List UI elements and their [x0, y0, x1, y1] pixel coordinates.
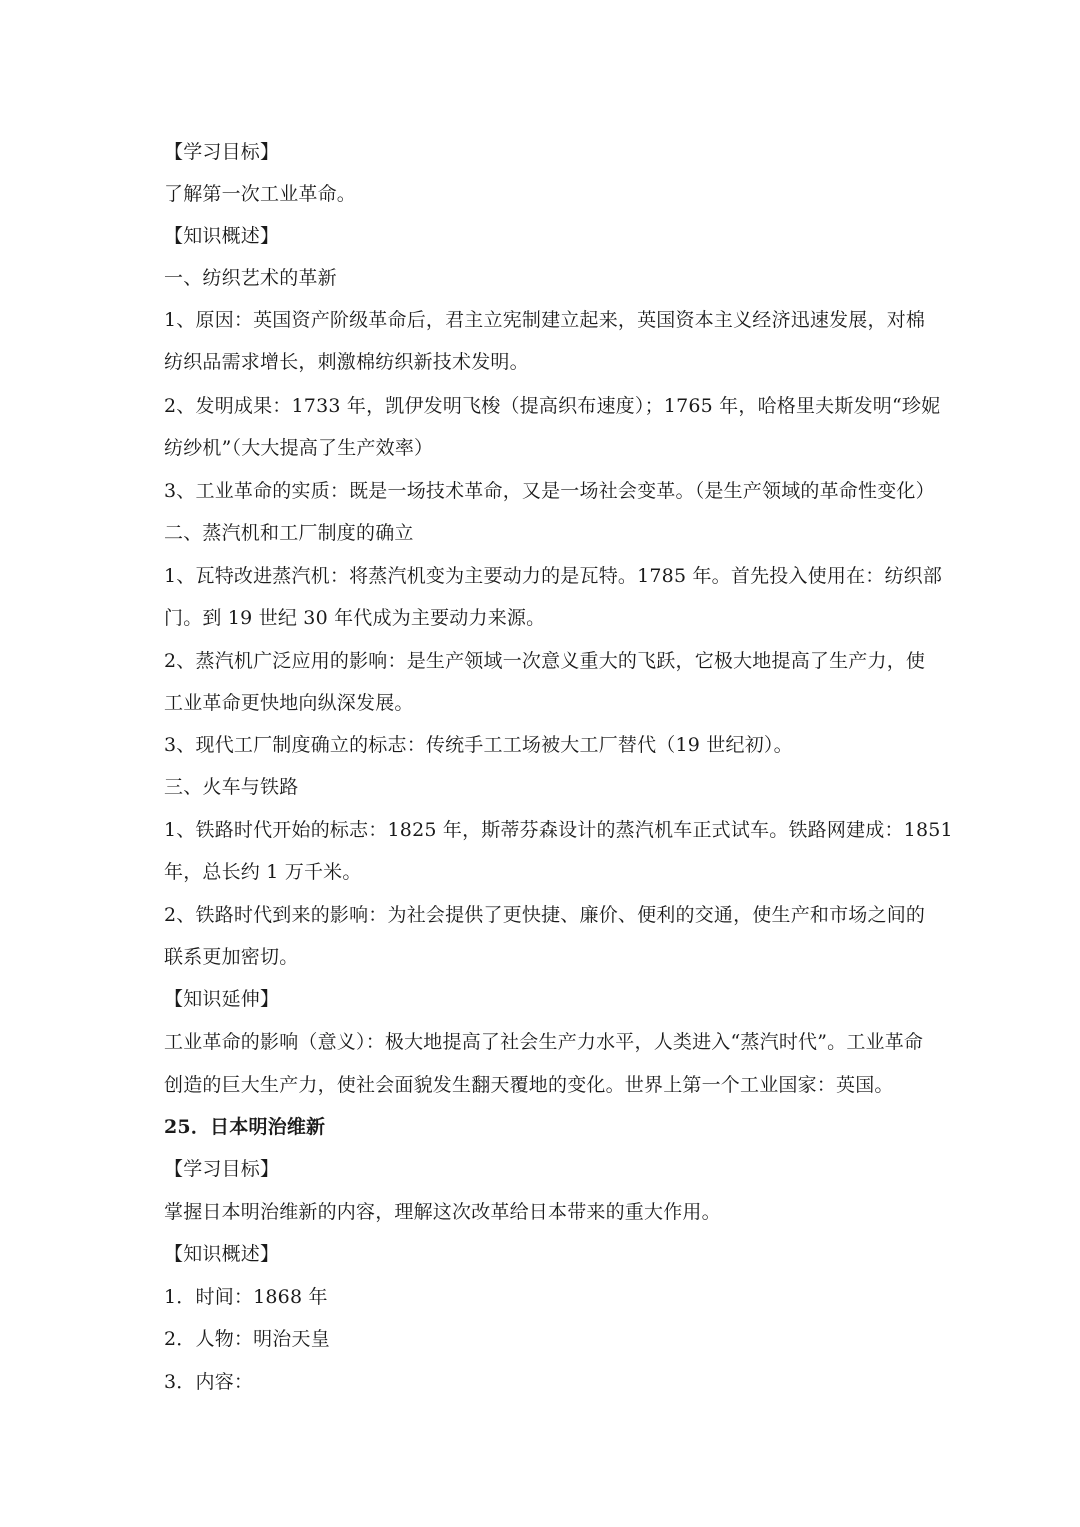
text-line: 2、蒸汽机广泛应用的影响：是生产领域一次意义重大的飞跃，它极大地提高了生产力，使	[164, 650, 926, 672]
text-line: 掌握日本明治维新的内容，理解这次改革给日本带来的重大作用。	[164, 1201, 721, 1223]
text-line: 1、瓦特改进蒸汽机：将蒸汽机变为主要动力的是瓦特。1785 年。首先投入使用在：纺织部	[164, 565, 943, 587]
text-line: 1、铁路时代开始的标志：1825 年，斯蒂芬森设计的蒸汽机车正式试车。铁路网建成：1851	[164, 819, 953, 841]
heading-knowledge-overview: 【知识概述】	[164, 1243, 280, 1265]
heading-learning-goal: 【学习目标】	[164, 1158, 280, 1180]
text-line: 2、发明成果：1733 年，凯伊发明飞梭（提高织布速度）；1765 年，哈格里夫斯发明“珍妮	[164, 395, 941, 417]
text-line: 1．时间：1868 年	[164, 1286, 328, 1308]
text-line: 工业革命更快地向纵深发展。	[164, 692, 414, 714]
heading-knowledge-overview: 【知识概述】	[164, 225, 280, 247]
text-line: 创造的巨大生产力，使社会面貌发生翻天覆地的变化。世界上第一个工业国家：英国。	[164, 1074, 894, 1096]
text-line: 3、工业革命的实质：既是一场技术革命，又是一场社会变革。（是生产领域的革命性变化）	[164, 480, 935, 502]
heading-learning-goal: 【学习目标】	[164, 141, 280, 163]
section-heading: 一、纺织艺术的革新	[164, 267, 337, 289]
text-line: 纺织品需求增长，刺激棉纺织新技术发明。	[164, 351, 529, 373]
text-line: 门。到 19 世纪 30 年代成为主要动力来源。	[164, 607, 546, 629]
section-heading: 二、蒸汽机和工厂制度的确立	[164, 522, 414, 544]
chapter-title: 25．日本明治维新	[164, 1116, 326, 1138]
text-line: 年，总长约 1 万千米。	[164, 861, 362, 883]
heading-knowledge-extension: 【知识延伸】	[164, 988, 280, 1010]
text-line: 工业革命的影响（意义）：极大地提高了社会生产力水平，人类进入“蒸汽时代”。工业革命	[164, 1031, 924, 1053]
text-line: 1、原因：英国资产阶级革命后，君主立宪制建立起来，英国资本主义经济迅速发展，对棉	[164, 309, 926, 331]
text-line: 3．内容：	[164, 1371, 254, 1393]
text-line: 2．人物：明治天皇	[164, 1328, 330, 1350]
text-line: 了解第一次工业革命。	[164, 183, 357, 205]
text-line: 3、现代工厂制度确立的标志：传统手工工场被大工厂替代（19 世纪初）。	[164, 734, 793, 756]
text-line: 联系更加密切。	[164, 946, 299, 968]
section-heading: 三、火车与铁路	[164, 776, 299, 798]
text-line: 2、铁路时代到来的影响：为社会提供了更快捷、廉价、便利的交通，使生产和市场之间的	[164, 904, 926, 926]
text-line: 纺纱机”（大大提高了生产效率）	[164, 437, 434, 459]
